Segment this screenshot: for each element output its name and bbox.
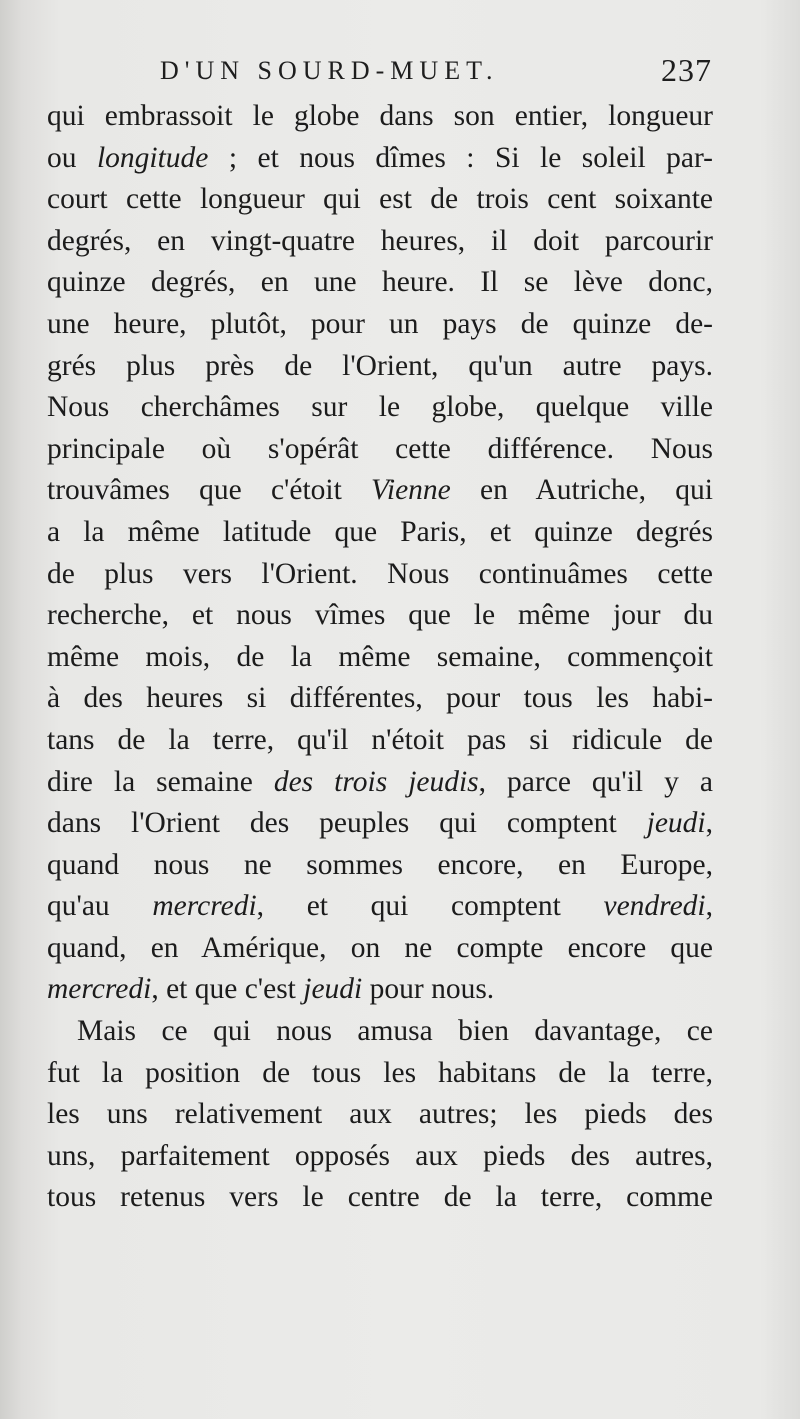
text-line: [47, 803, 713, 845]
text-line: [47, 1136, 713, 1178]
text-line: [47, 470, 713, 512]
text-segment: dire la semaine: [47, 765, 274, 798]
body-text: [47, 96, 713, 1219]
italic-text: mercredi: [47, 973, 152, 1006]
text-line: [47, 221, 713, 263]
text-segment: , et qui comptent: [256, 890, 604, 923]
italic-text: longitude: [96, 141, 209, 174]
text-line: [47, 595, 713, 637]
text-segment: qu'au: [47, 890, 153, 923]
text-line: [47, 886, 713, 928]
text-segment: fut la position de tous les habitans de la terre,: [47, 1056, 713, 1089]
text-segment: a la même latitude que Paris, et quinze degrés: [47, 515, 713, 548]
text-line: [47, 346, 713, 388]
text-segment: une heure, plutôt, pour un pays de quinze de-: [47, 307, 713, 340]
text-segment: court cette longueur qui est de trois cent soixante: [47, 183, 713, 216]
text-line: [47, 387, 713, 429]
text-line: [47, 1177, 713, 1219]
text-segment: Mais ce qui nous amusa bien davantage, ce: [77, 1015, 713, 1048]
text-segment: ,: [705, 807, 713, 840]
text-segment: même mois, de la même semaine, commençoit: [47, 640, 713, 673]
italic-text: Vienne: [371, 474, 451, 507]
italic-text: jeudi: [646, 807, 706, 840]
text-line: [47, 304, 713, 346]
text-line: [47, 554, 713, 596]
italic-text: mercredi: [152, 890, 257, 923]
text-segment: tous retenus vers le centre de la terre, comme: [47, 1181, 713, 1214]
text-segment: , et que c'est: [151, 973, 304, 1006]
text-segment: recherche, et nous vîmes que le même jour du: [47, 599, 713, 632]
page-header: [160, 50, 720, 94]
text-line: [47, 429, 713, 471]
text-line: [47, 845, 713, 887]
italic-text: vendredi: [603, 890, 706, 923]
running-title: D'UN SOURD-MUET.: [160, 56, 499, 85]
text-line: [47, 678, 713, 720]
text-segment: tans de la terre, qu'il n'étoit pas si ridicule de: [47, 723, 713, 756]
text-segment: dans l'Orient des peuples qui comptent: [47, 807, 647, 840]
text-line: [47, 179, 713, 221]
text-line: [47, 138, 713, 180]
text-line: [47, 720, 713, 762]
text-segment: ,: [705, 890, 713, 923]
page-number: 237: [661, 52, 712, 88]
text-segment: en Autriche, qui: [450, 474, 713, 507]
text-segment: ou: [47, 141, 97, 174]
italic-text: jeudi: [303, 973, 363, 1006]
text-segment: pour nous.: [362, 973, 495, 1006]
text-segment: degrés, en vingt-quatre heures, il doit parcourir: [47, 224, 713, 257]
text-segment: les uns relativement aux autres; les pieds des: [47, 1098, 713, 1131]
text-line: [47, 1094, 713, 1136]
text-segment: qui embrassoit le globe dans son entier, longueur: [47, 100, 713, 132]
text-segment: quand, en Amérique, on ne compte encore que: [47, 931, 713, 964]
text-line: [47, 969, 713, 1011]
text-line: [47, 928, 713, 970]
text-segment: uns, parfaitement opposés aux pieds des autres,: [47, 1139, 713, 1172]
text-segment: trouvâmes que c'étoit: [47, 474, 372, 507]
text-line: [47, 262, 713, 304]
text-line: [47, 1053, 713, 1095]
text-segment: à des heures si différentes, pour tous les habi-: [47, 682, 713, 715]
text-segment: Nous cherchâmes sur le globe, quelque ville: [47, 391, 713, 424]
text-segment: de plus vers l'Orient. Nous continuâmes cette: [47, 557, 713, 590]
text-segment: quinze degrés, en une heure. Il se lève donc,: [47, 266, 713, 299]
text-line: [47, 762, 713, 804]
text-line: [47, 1011, 713, 1053]
text-line: [47, 512, 713, 554]
italic-text: des trois jeudis: [273, 765, 479, 798]
text-segment: , parce qu'il y a: [478, 765, 713, 798]
text-segment: quand nous ne sommes encore, en Europe,: [47, 848, 713, 881]
text-line: [47, 96, 713, 138]
text-segment: ; et nous dîmes : Si le soleil par-: [208, 141, 713, 174]
text-line: [47, 637, 713, 679]
text-segment: grés plus près de l'Orient, qu'un autre pays.: [47, 349, 713, 382]
text-segment: principale où s'opérât cette différence. Nous: [47, 432, 713, 465]
